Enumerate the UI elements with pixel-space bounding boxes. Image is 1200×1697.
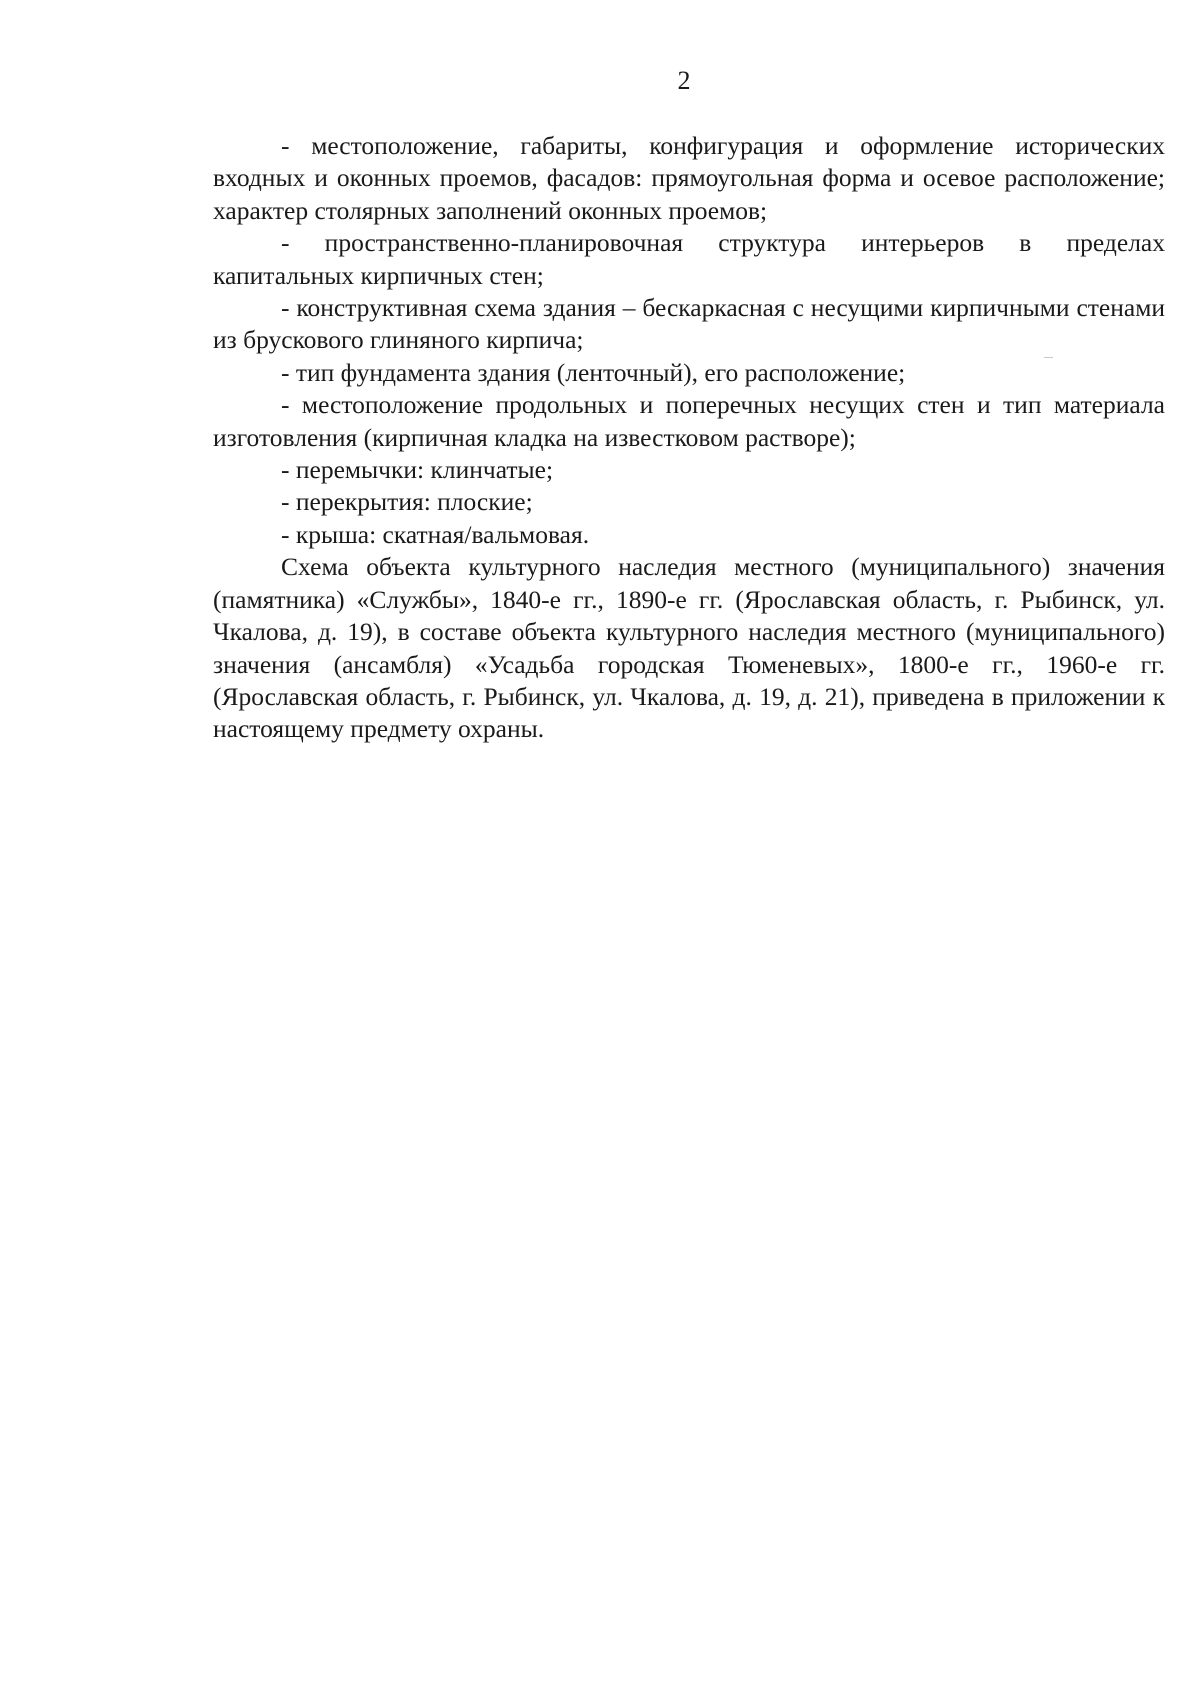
scan-artifact bbox=[1044, 357, 1053, 358]
list-item: - перекрытия: плоские; bbox=[281, 487, 533, 517]
list-item: - крыша: скатная/вальмовая. bbox=[281, 519, 590, 549]
list-item: - тип фундамента здания (ленточный), его расположение; bbox=[281, 357, 906, 387]
list-item: - перемычки: клинчатые; bbox=[281, 455, 554, 485]
list-item: - местоположение, габариты, конфигурация и оформление исторических входных и оконных проемов, фасадов: прямоугольная форма и осевое расположение; характер столярных заполнений оконных проемов; bbox=[213, 131, 1165, 225]
closing-paragraph: Схема объекта культурного наследия местного (муниципального) значения (памятника) «Службы», 1840-е гг., 1890-е гг. (Ярославская область, г. Рыбинск, ул. Чкалова, д. 19), в составе объекта культурного наследия местного (муниципального) значения (ансамбля) «Усадьба городская Тюменевых», 1800-е гг., 1960-е гг. (Ярославская область, г. Рыбинск, ул. Чкалова, д. 19, д. 21), приведена в приложении к настоящему предмету охраны. bbox=[213, 552, 1165, 744]
list-item: - местоположение продольных и поперечных несущих стен и тип материала изготовления (кирпичная кладка на известковом растворе); bbox=[213, 390, 1165, 452]
document-body bbox=[213, 130, 1165, 746]
list-item: - конструктивная схема здания – бескаркасная с несущими кирпичными стенами из брускового глиняного кирпича; bbox=[213, 293, 1165, 355]
page-number: 2 bbox=[677, 66, 691, 95]
list-item: - пространственно-планировочная структура интерьеров в пределах капитальных кирпичных стен; bbox=[213, 228, 1165, 290]
